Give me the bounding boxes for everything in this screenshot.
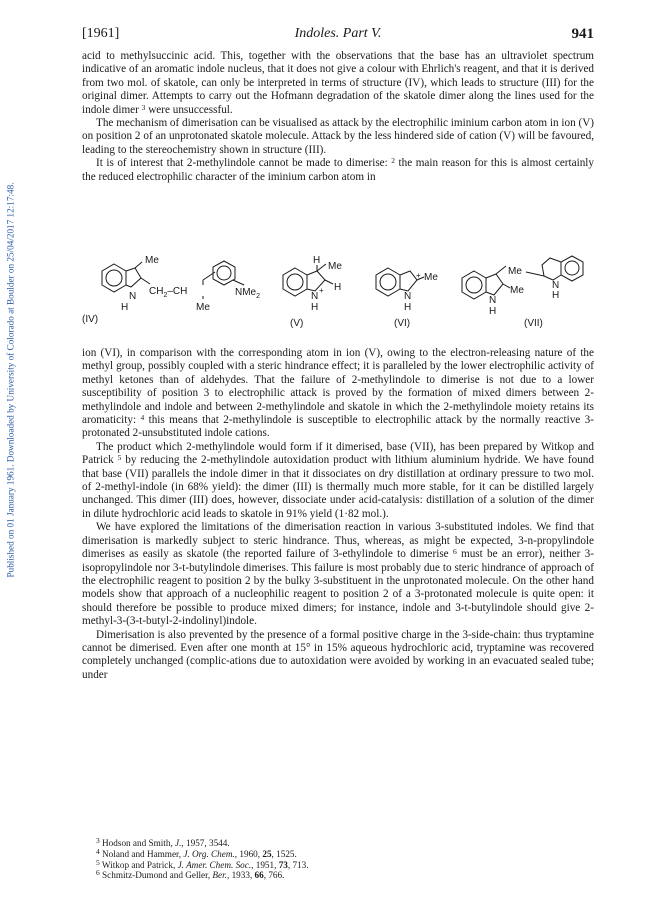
text-run: It is of interest that 2-methylindole cannot be made to dimerise: xyxy=(96,157,392,170)
paragraph xyxy=(82,629,594,683)
reference-marker: 5 xyxy=(96,857,100,867)
page-number: 941 xyxy=(571,26,594,42)
reference-marker: 6 xyxy=(452,547,457,557)
iv-me-label: Me xyxy=(145,255,159,266)
reference-marker: 4 xyxy=(140,413,145,423)
body-text-top xyxy=(82,50,594,184)
reference-marker: 2 xyxy=(391,156,396,166)
download-watermark xyxy=(4,80,18,680)
text-run: J. Org. Chem. xyxy=(183,848,235,859)
iv-ch2-label: $CH_2-CH$ xyxy=(149,286,188,299)
vii-n-lower-label: N xyxy=(489,295,497,306)
iv-me2-label: Me xyxy=(196,302,210,313)
text-run: by reducing the 2-methylindole autoxidation product with lithium aluminium hydride. We have found that base (VII) parallels the indole dimer in that it dissociates on dry distillation at ordinary pressure to two mol. of 2-methyl-indole (in 68% yield): the dimer (III) is thermally much more stable, for it can be distilled largely unchanged. This dimer (III) does, however, dissociate under acid-catalysis: distillation of a solution of the dimer in dilute hydrochloric acid leads to skatole in 91% yield (1·82 mol.). xyxy=(82,454,594,520)
v-h-bottom-label: H xyxy=(311,302,319,313)
header-year: [1961] xyxy=(82,26,120,41)
v-n-label: N xyxy=(311,291,319,302)
paragraph xyxy=(82,117,594,157)
vii-me-top-label: Me xyxy=(508,266,522,277)
vii-h-upper-label: H xyxy=(552,290,560,301)
text-run: The product which 2-methylindole would form if it dimerised, base (VII), has been prepared by Witkop and Patrick xyxy=(82,440,594,467)
label-vii: (VII) xyxy=(524,318,543,329)
v-me-label: Me xyxy=(328,261,342,272)
footnotes xyxy=(96,838,596,881)
header-title: Indoles. Part V. xyxy=(294,26,382,41)
label-v: (V) xyxy=(290,318,304,329)
v-h-right-label: H xyxy=(334,282,342,293)
vi-h-label: H xyxy=(404,302,412,313)
chemical-structures xyxy=(82,248,594,338)
text-run: Schmitz-Dumond and Geller, xyxy=(99,870,213,881)
text-run: , 1951, xyxy=(251,859,279,870)
reference-marker: 4 xyxy=(96,846,100,856)
footnote xyxy=(96,870,596,881)
text-run: Witkop and Patrick, xyxy=(99,859,178,870)
body-text-bottom xyxy=(82,347,594,682)
text-run: must be an error), neither 3-isopropylindole nor 3-t-butylindole dimerises. This failure is most probably due to steric hindrance of approach of the electrophilic reagent to position 2 by the bulky 3-substituent in the unprotonated molecule. On the other hand models show that approach of a nucleophilic reagent to position 2 of a 3-protonated molecule is quite open: it should therefore be possible to produce mixed dimers; for instance, indole and 3-t-butylindole should give 2-methyl-3-(3-t-butyl-2-indolinyl)indole. xyxy=(82,548,594,628)
v-h-top-label: H xyxy=(313,255,321,266)
vi-n-label: N xyxy=(404,291,412,302)
reference-marker: 3 xyxy=(96,836,100,845)
label-iv: (IV) xyxy=(82,314,99,325)
label-vi: (VI) xyxy=(394,318,411,329)
text-run: Dimerisation is also prevented by the presence of a formal positive charge in the 3-side-chain: thus tryptamine cannot be dimerised. Even after one month at 15° in 15% aqueous hydrochloric acid, tryptamine was recovered completely unchanged (complic-ations due to autoxidation were avoided by working in an evacuated sealed tube; under xyxy=(82,628,594,681)
v-plus-label: + xyxy=(319,286,324,295)
reference-marker: 3 xyxy=(141,102,146,112)
iv-nme2-label: NMe$_2$ xyxy=(235,287,261,300)
text-run: Noland and Hammer, xyxy=(99,848,184,859)
text-run: Hodson and Smith, xyxy=(99,838,176,848)
paragraph xyxy=(82,50,594,117)
footnote xyxy=(96,857,596,871)
footnote xyxy=(96,846,596,860)
text-run: were unsuccessful. xyxy=(145,103,233,116)
text-run: ion (VI), in comparison with the corresponding atom in ion (V), owing to the electron-releasing nature of the methyl group, possibly coupled with a steric hindrance effect; it is paralleled by the lower electrophilic activity of methyl ketones than of aldehydes. That the failure of 2-methylindole to dimerise is not due to a lower susceptibility of position 3 to electrophilic attack is proved by the formation of mixed dimers between 2-methylindole and indole and between 2-methylindole and skatole in which the 2-methylindole moiety retains its aromaticity: xyxy=(82,347,594,427)
vii-h-lower-label: H xyxy=(489,306,497,317)
text-run: 66 xyxy=(254,870,264,881)
text-run: The mechanism of dimerisation can be visualised as attack by the electrophilic iminium carbon atom in ion (V) on position 2 of an unprotonated skatole molecule. Attack by the less hindered side of cation (V) will be favoured, leading to the stereochemistry shown in structure (III). xyxy=(82,117,595,156)
paragraph xyxy=(82,347,594,441)
running-header xyxy=(82,26,594,44)
vi-plus-label: + xyxy=(416,271,421,280)
iv-h-label: H xyxy=(121,302,129,313)
paragraph xyxy=(82,521,594,628)
footnote xyxy=(96,838,596,849)
text-run: this means that 2-methylindole is susceptible to electrophilic attack by the normally reactive 3-protonated 2-unsubstituted indole cations. xyxy=(82,414,594,440)
text-run: , 1960, xyxy=(234,848,263,859)
iv-n-label: N xyxy=(129,291,137,302)
text-run: acid to methylsuccinic acid. This, together with the observations that the base has an ultraviolet spectrum indicative of an aromatic indole nucleus, that it does not give a colour with Ehrlich's reagent, and that it is derived from two mol. of skatole, can only be interpreted in terms of structure (IV), which leads to structure (III) for the original dimer. Attempts to carry out the Hofmann degradation of the skatole dimer along the lines used for the indole dimer xyxy=(82,50,594,116)
text-run: , 713. xyxy=(287,859,309,870)
text-run: the main reason for this is almost certainly the reduced electrophilic character of the iminium carbon atom in xyxy=(82,157,594,183)
paragraph xyxy=(82,157,594,184)
text-run: J. Amer. Chem. Soc. xyxy=(177,859,252,870)
structure-vii-lower-indole xyxy=(462,266,510,299)
text-run: , 1933, xyxy=(226,870,255,881)
text-run: J. xyxy=(175,838,182,848)
vii-me-right-label: Me xyxy=(510,285,524,296)
vi-me-label: Me xyxy=(424,272,438,283)
structure-v-ring xyxy=(283,264,333,296)
download-watermark-text: Published on 01 January 1961. Downloaded by University of Colorado at Boulder on 25/04/2017 12:17:48. xyxy=(6,182,16,578)
reference-marker: 6 xyxy=(96,868,100,878)
vii-n-upper-label: N xyxy=(552,280,560,291)
structure-iv-indole xyxy=(102,262,150,292)
structure-iv-phenyl-ring xyxy=(213,261,235,285)
text-run: , 1525. xyxy=(271,848,297,859)
paragraph xyxy=(82,441,594,521)
text-run: Ber. xyxy=(212,870,227,881)
structures-figure xyxy=(82,248,594,338)
text-run: , 766. xyxy=(263,870,285,881)
text-run: 73 xyxy=(278,859,288,870)
structure-vii-upper-indoline xyxy=(526,256,583,281)
text-run: 25 xyxy=(262,848,272,859)
text-run: We have explored the limitations of the dimerisation reaction in various 3-substituted indoles. We find that dimerisation is markedly subject to steric hindrance. Thus, whereas, as might be expected, 3-n-propylindole dimerises as easily as skatole (the reported failure of 3-ethylindole to dimerise xyxy=(82,521,594,561)
reference-marker: 5 xyxy=(117,453,122,463)
text-run: , 1957, 3544. xyxy=(181,838,230,848)
